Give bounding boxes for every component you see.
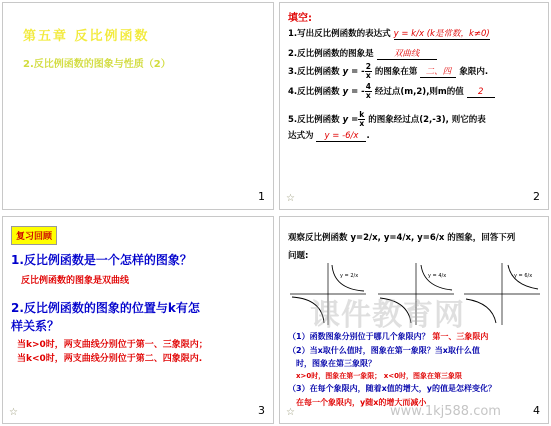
question-5-answer: y = -6/x <box>316 131 366 142</box>
graph-2-label: y = 4/x <box>428 273 447 279</box>
question-4-answer: 2 <box>467 87 495 98</box>
observation-answer-1: 第一、三象限内 <box>432 332 489 341</box>
review-answer-2-line-2: 当k<0时，两支曲线分别位于第二、四象限内. <box>17 354 203 364</box>
question-5-line-2: 达式为 y = -6/x . <box>288 131 370 141</box>
question-4-numerator: 4 <box>365 82 371 91</box>
review-question-2-line-2: 样关系？ <box>11 319 60 333</box>
review-question-1: 1.反比例函数是一个怎样的图象？ <box>11 253 192 267</box>
graph-1-label: y = 2/x <box>340 273 359 279</box>
watermark-url: www.1kj588.com <box>390 404 501 419</box>
review-tag: 复习回顾 <box>11 226 57 245</box>
slide-subtitle: 2.反比例函数的图象与性质（2） <box>23 59 171 70</box>
graph-3-label: y = 6/x <box>514 273 533 279</box>
question-3-answer: 二、四 <box>420 65 456 78</box>
question-4-denominator: x <box>365 91 371 100</box>
question-4-text: 4.反比例函数 <box>288 87 340 97</box>
slide-3-thumbnail[interactable] <box>2 216 274 424</box>
question-4-mid: 经过点(m,2),则m的值 <box>374 87 464 97</box>
observation-intro: 观察反比例函数 y=2/x, y=4/x, y=6/x 的图象，回答下列 <box>288 233 516 243</box>
question-3-denominator: x <box>365 71 371 80</box>
question-5-numerator: k <box>359 110 365 119</box>
slide-2-thumbnail[interactable] <box>279 2 549 210</box>
observation-question-2-line-2: 时，图象在第三象限？ <box>296 359 376 368</box>
review-answer-1: 反比例函数的图象是双曲线 <box>21 276 130 286</box>
question-5-denominator: x <box>359 119 365 128</box>
page-number: 2 <box>533 190 540 203</box>
question-5-text: 5.反比例函数 <box>288 115 340 125</box>
question-5-mid: 的图象经过点(2,-3), 则它的表 <box>368 115 486 125</box>
fill-in-heading: 填空: <box>288 13 312 24</box>
observation-question-2: （2）当x取什么值时，图象在第一象限？当x取什么值 <box>288 346 480 355</box>
question-1-answer: y = k/x (k是常数，k≠0) <box>393 29 490 39</box>
question-2 <box>288 47 437 60</box>
question-3-text: 3.反比例函数 <box>288 67 340 77</box>
review-answer-2-line-1: 当k>0时，两支曲线分别位于第一、三象限内； <box>17 340 208 350</box>
question-1 <box>288 27 490 40</box>
question-5-line-2-text: 达式为 <box>288 131 314 141</box>
star-icon: ☆ <box>286 193 295 204</box>
review-question-2-line-1: 2.反比例函数的图象的位置与k有怎 <box>11 301 200 315</box>
observation-question-3: （3）在每个象限内，随着x值的增大，y的值是怎样变化？ <box>288 384 496 393</box>
observation-answer-2: x>0时，图象在第一象限； x<0时，图象在第三象限 <box>296 372 462 380</box>
star-icon: ☆ <box>9 407 18 418</box>
question-5: 5.反比例函数 y = $\frac{k}{x}$ 的图象经过点(2,-3), 则它的表 <box>288 110 486 128</box>
question-3: 3.反比例函数 y = - $\frac{2}{x}$ 的图象在第 二、四 象限内. <box>288 62 489 80</box>
question-3-numerator: 2 <box>365 62 371 71</box>
page-number: 4 <box>533 404 540 417</box>
question-2-text: 2.反比例函数的图象是 <box>288 49 374 59</box>
question-2-answer: 双曲线 <box>377 47 437 60</box>
observation-intro-line-2: 问题: <box>288 251 309 261</box>
question-3-suffix: 象限内. <box>459 67 489 77</box>
slide-1-thumbnail[interactable] <box>2 2 274 210</box>
observation-answer-3: 在每一个象限内，y随x的增大而减小 <box>296 398 427 407</box>
slide-title: 第五章 反比例函数 <box>23 29 150 44</box>
observation-question-1-text: （1）函数图象分别位于哪几个象限内？ <box>288 332 430 341</box>
watermark-logo: 课件教育网 <box>310 298 465 333</box>
page-number: 3 <box>258 404 265 417</box>
question-1-text: 1.写出反比例函数的表达式 <box>288 29 391 39</box>
question-4: 4.反比例函数 y = - $\frac{4}{x}$ 经过点(m,2),则m的值 2 <box>288 83 495 100</box>
star-icon: ☆ <box>286 407 295 418</box>
hyperbola-graph-3 <box>462 261 542 327</box>
page-number: 1 <box>258 190 265 203</box>
question-3-mid: 的图象在第 <box>374 67 418 77</box>
